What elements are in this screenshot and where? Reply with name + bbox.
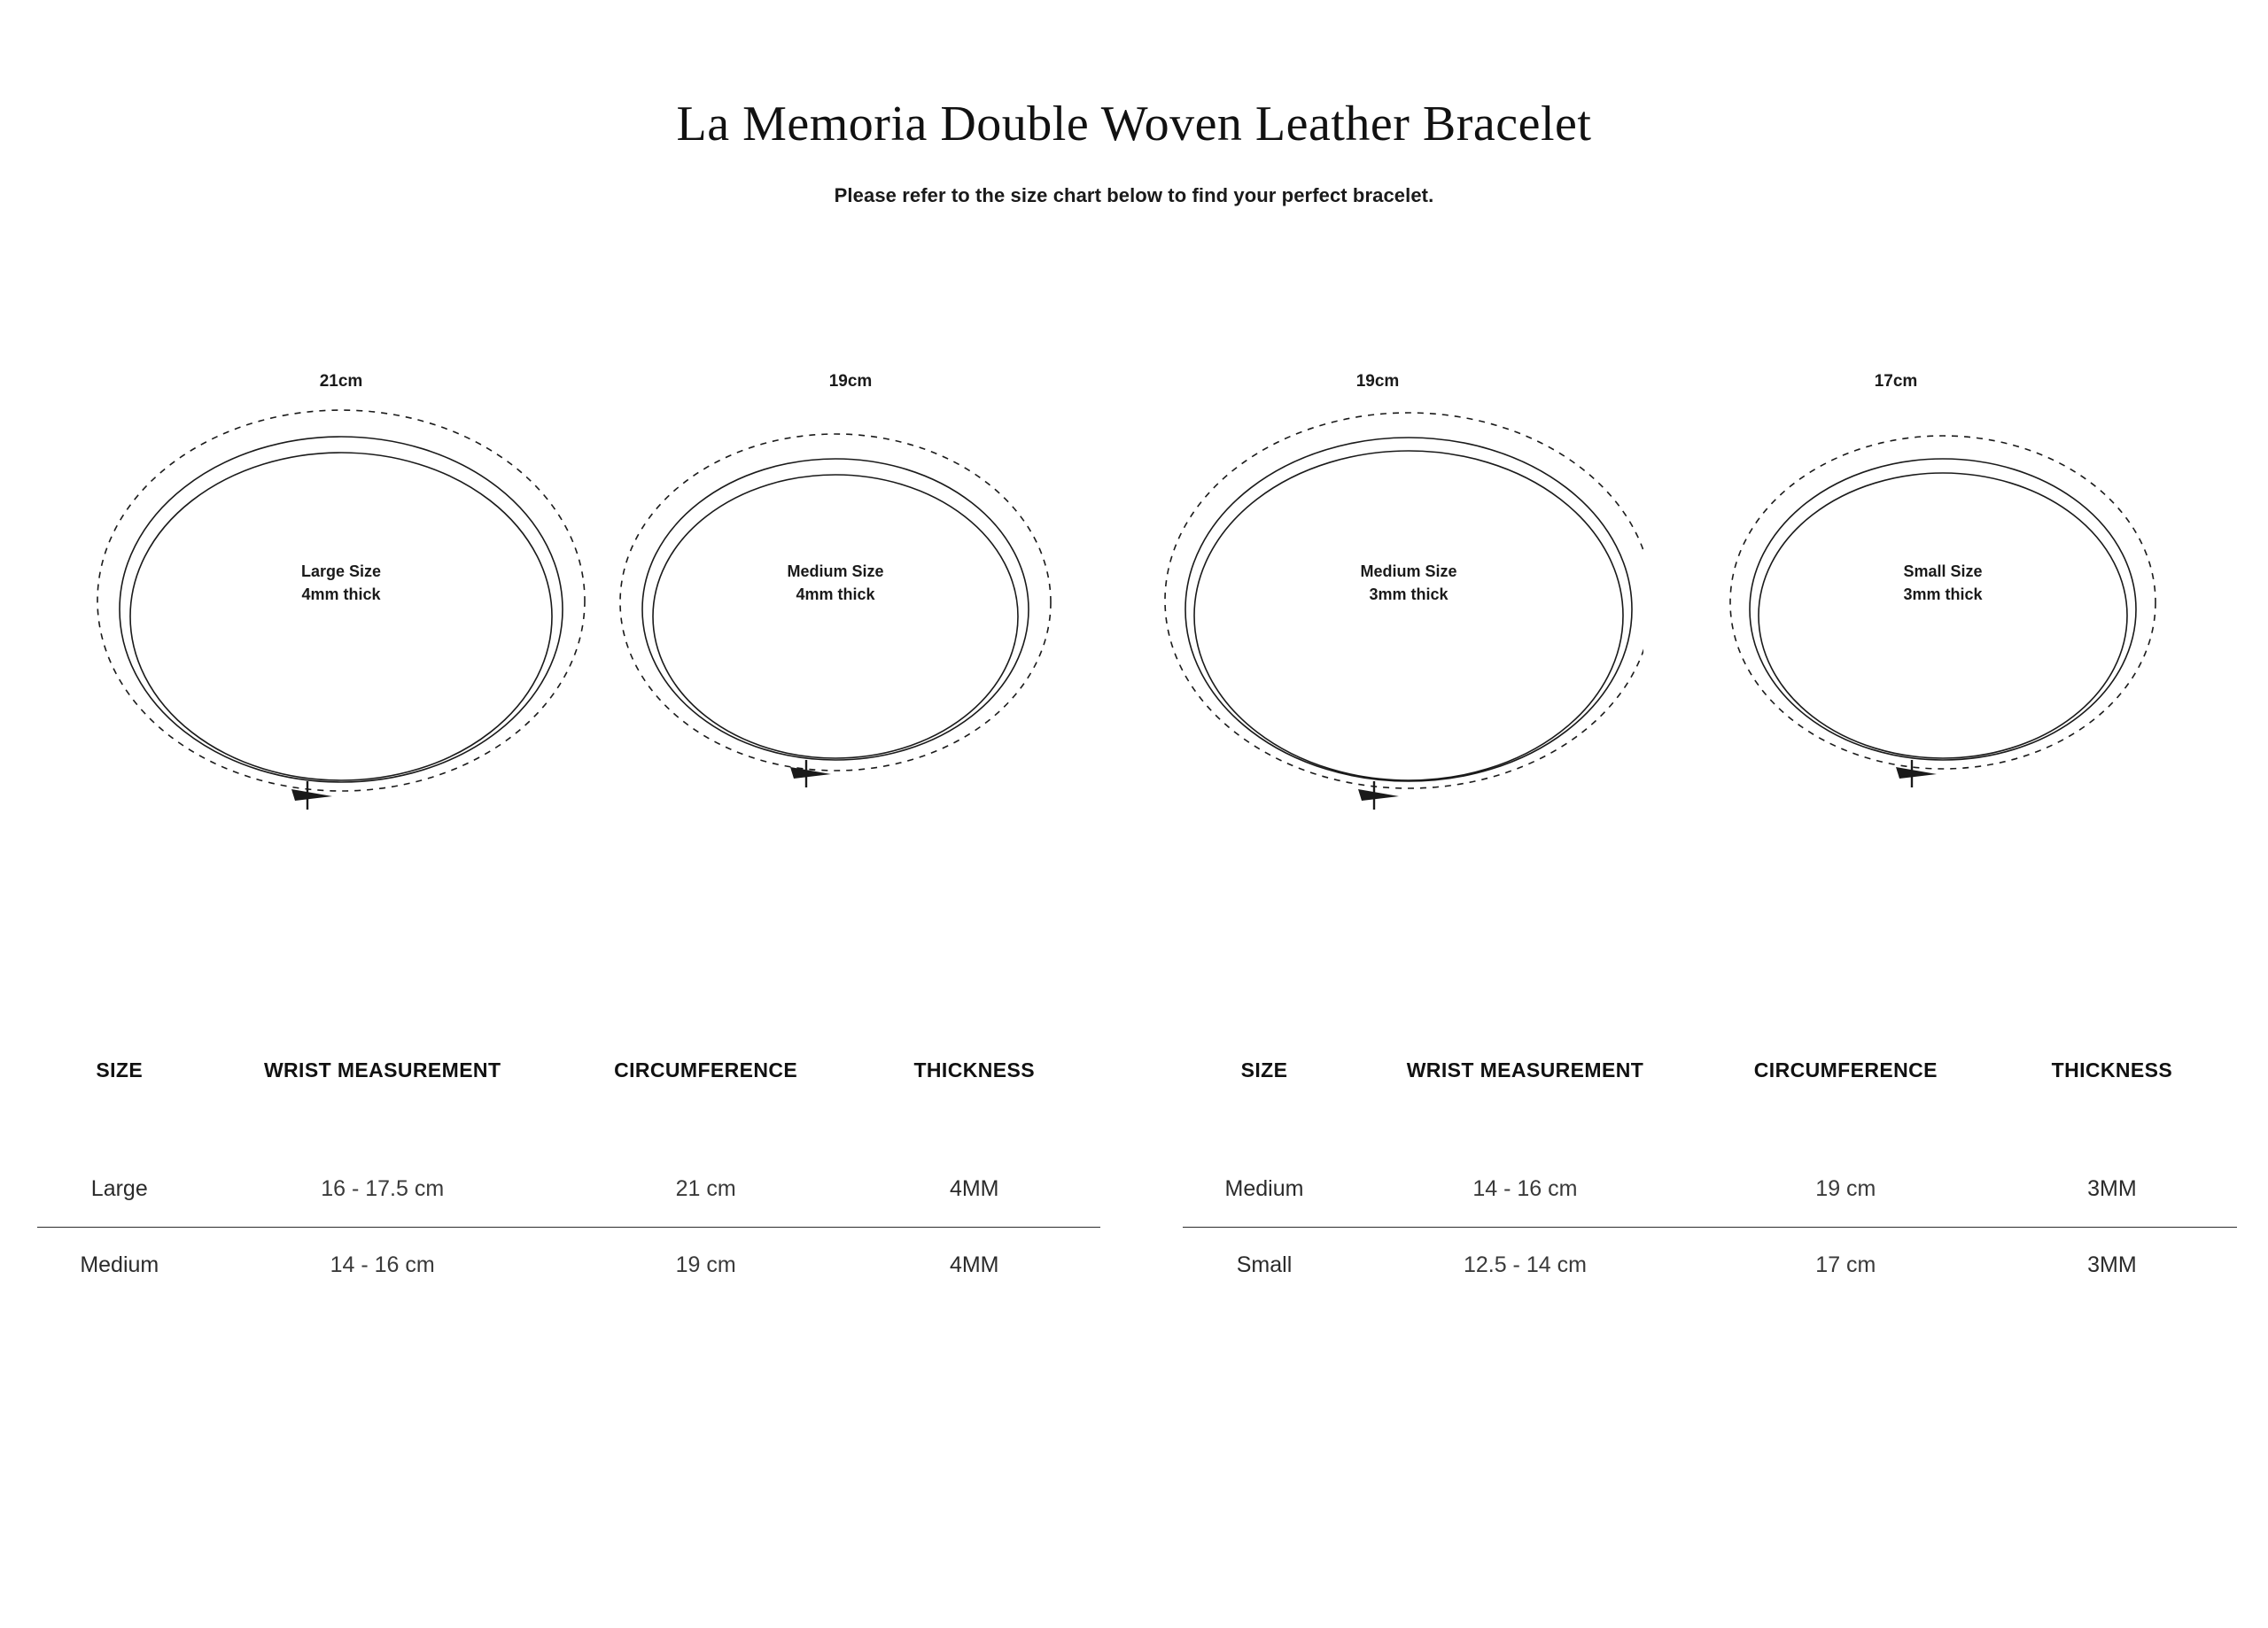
- column-header-wrist: WRIST MEASUREMENT: [263, 1058, 501, 1081]
- diagram-size-name: Medium Size: [787, 562, 884, 580]
- cell-circumference: 19 cm: [1705, 1151, 1987, 1228]
- diagram-size-labels: [75, 560, 607, 606]
- diagram-size-thickness: 3mm thick: [1369, 585, 1449, 604]
- table-row: [37, 1228, 1100, 1304]
- cell-circumference: 17 cm: [1815, 1252, 1876, 1277]
- column-header-size: SIZE: [1240, 1058, 1288, 1081]
- size-table: [37, 1058, 1100, 1303]
- table-header-row: [1183, 1058, 2237, 1151]
- cell-circumference: 21 cm: [563, 1151, 849, 1228]
- column-header-thickness: THICKNESS: [2051, 1058, 2173, 1081]
- column-header-wrist: WRIST MEASUREMENT: [1406, 1058, 1644, 1081]
- cell-thickness: 4MM: [949, 1252, 999, 1277]
- cell-size: Medium: [1183, 1151, 1346, 1228]
- table-row: [37, 1151, 1100, 1228]
- diagram-size-name: Medium Size: [1360, 562, 1457, 580]
- cell-wrist: 14 - 16 cm: [330, 1252, 435, 1277]
- diagram-size-name: Large Size: [300, 562, 382, 580]
- cell-wrist: 12.5 - 14 cm: [1463, 1252, 1587, 1277]
- diagram-size-labels: [570, 560, 1101, 606]
- cell-thickness: 3MM: [1987, 1151, 2237, 1228]
- cell-circumference: 19 cm: [675, 1252, 736, 1277]
- page-subtitle: Please refer to the size chart below to find your perfect bracelet.: [834, 184, 1434, 206]
- column-header-circumference: CIRCUMFERENCE: [1753, 1058, 1938, 1081]
- bracelet-ring-graphic: [75, 397, 607, 893]
- diagram-circumference-label: 19cm: [828, 372, 873, 391]
- diagram-size-thickness: 4mm thick: [301, 585, 381, 604]
- diagram-circumference-label: 21cm: [319, 372, 363, 391]
- column-header-thickness: THICKNESS: [913, 1058, 1035, 1081]
- cell-thickness: 3MM: [2087, 1252, 2137, 1277]
- diagram-circumference-label: 17cm: [1874, 372, 1918, 391]
- column-header-circumference: CIRCUMFERENCE: [614, 1058, 798, 1081]
- diagram-size-thickness: 4mm thick: [796, 585, 875, 604]
- bracelet-ring-graphic: [1630, 397, 2162, 893]
- diagram-size-labels: [1143, 560, 1674, 606]
- diagram-circumference-label: 19cm: [1355, 372, 1400, 391]
- bracelet-diagram-large-4mm: [75, 372, 607, 886]
- diagram-size-name: Small Size: [1903, 562, 1983, 580]
- bracelet-ring-graphic: [585, 397, 1116, 893]
- column-header-size: SIZE: [96, 1058, 144, 1081]
- page-title: La Memoria Double Woven Leather Bracelet: [676, 97, 1592, 151]
- bracelet-diagrams: [0, 372, 2268, 903]
- bracelet-diagram-small-3mm: [1630, 372, 2162, 886]
- size-table-3mm: [1183, 1058, 2237, 1303]
- cell-size: Small: [1236, 1252, 1293, 1277]
- diagram-size-labels: [1677, 560, 2209, 606]
- table-header-row: [37, 1058, 1100, 1151]
- cell-size: Medium: [80, 1252, 159, 1277]
- bracelet-diagram-medium-4mm: [585, 372, 1116, 886]
- diagram-size-thickness: 3mm thick: [1903, 585, 1983, 604]
- cell-size: Large: [37, 1151, 202, 1228]
- table-row: [1183, 1151, 2237, 1228]
- cell-wrist: 16 - 17.5 cm: [202, 1151, 563, 1228]
- page-header: [0, 0, 2268, 207]
- cell-wrist: 14 - 16 cm: [1346, 1151, 1705, 1228]
- bracelet-ring-graphic: [1112, 397, 1643, 893]
- table-row: [1183, 1228, 2237, 1304]
- size-table: [1183, 1058, 2237, 1303]
- bracelet-diagram-medium-3mm: [1112, 372, 1643, 886]
- size-table-4mm: [37, 1058, 1100, 1303]
- cell-thickness: 4MM: [848, 1151, 1100, 1228]
